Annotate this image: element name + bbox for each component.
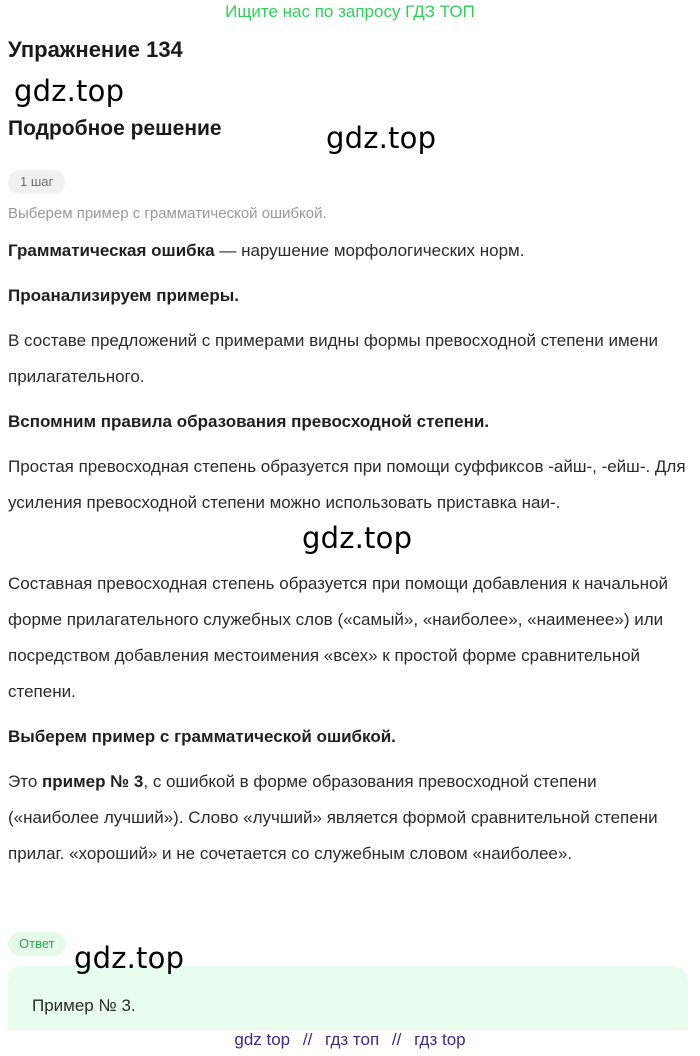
footer-link[interactable]: гдз топ	[325, 1030, 380, 1049]
paragraph-text: , с ошибкой в форме образования превосходной степени («наиболее лучший»). Слово «лучший» является формой сравнительной степени прилаг. «хороший» и не сочетается со служебным словом «наиболее».	[8, 772, 658, 863]
paragraph-pre: Это	[8, 772, 42, 791]
paragraph-bold: Грамматическая ошибка	[8, 241, 215, 260]
footer-separator: //	[391, 1030, 402, 1049]
paragraph	[8, 566, 688, 710]
solution-heading: Подробное решение	[8, 117, 222, 140]
paragraph-text: Составная превосходная степень образуется при помощи добавления к начальной форме прилагательного служебных слов («самый», «наиболее», «наименее») или посредством добавления местоимения «всех» к простой форме сравнительной степени.	[8, 574, 668, 701]
watermark: gdz.top	[74, 941, 185, 975]
step-badge: 1 шаг	[8, 170, 65, 194]
paragraph-text: — нарушение морфологических норм.	[214, 241, 525, 260]
answer-box	[8, 966, 688, 1030]
footer-separator: //	[302, 1030, 313, 1049]
answer-badge: Ответ	[8, 932, 66, 956]
watermark: gdz.top	[14, 74, 125, 108]
paragraph-bold: пример № 3	[42, 772, 144, 791]
paragraph	[8, 719, 688, 755]
paragraph	[8, 404, 688, 440]
answer-text: Пример № 3.	[32, 996, 136, 1015]
page-title: Упражнение 134	[8, 37, 183, 62]
paragraph	[8, 233, 688, 269]
paragraph	[8, 764, 688, 872]
paragraph-bold: Проанализируем примеры.	[8, 286, 239, 305]
paragraph-bold: Выберем пример с грамматической ошибкой.	[8, 727, 396, 746]
promo-banner[interactable]: Ищите нас по запросу ГДЗ ТОП	[225, 2, 475, 21]
paragraph-bold: Вспомним правила образования превосходной степени.	[8, 412, 490, 431]
paragraph	[8, 323, 688, 395]
step-hint: Выберем пример с грамматической ошибкой.	[8, 205, 327, 222]
paragraph	[8, 278, 688, 314]
watermark: gdz.top	[326, 121, 437, 155]
watermark: gdz.top	[302, 521, 413, 555]
footer-link[interactable]: gdz top	[234, 1030, 291, 1049]
footer-link[interactable]: гдз top	[414, 1030, 466, 1049]
paragraph-text: Простая превосходная степень образуется при помощи суффиксов -айш-, -ейш-. Для усиления превосходной степени можно использовать приставка наи-.	[8, 457, 686, 512]
footer	[0, 1030, 700, 1050]
paragraph	[8, 449, 688, 521]
paragraph-text: В составе предложений с примерами видны формы превосходной степени имени прилагательного.	[8, 331, 659, 386]
